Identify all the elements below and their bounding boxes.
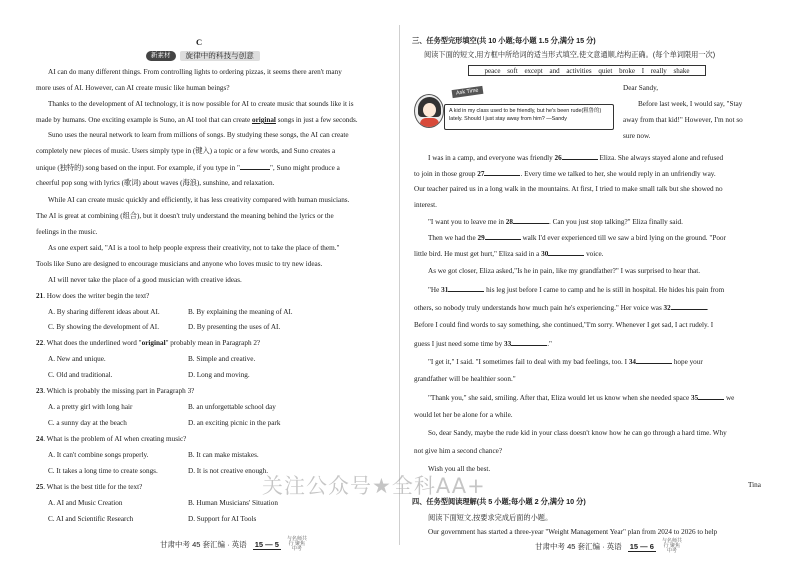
- para6-line1: AI will never take the place of a good musician with creative ideas.: [48, 276, 242, 284]
- para5-line2: Tools like Suno are designed to encourage musicians and anyone who loves music to try new ideas.: [36, 260, 323, 268]
- q25-option-a[interactable]: A. AI and Music Creation: [48, 499, 123, 507]
- para4-line1: While AI can create music quickly and efficiently, it has less creativity compared with human musicians.: [48, 196, 350, 204]
- ask-time-question: A kid in my class used to be friendly, but he's been rude(粗鲁的) lately. Should I just stay away from him? —Sandy: [444, 104, 614, 130]
- q22-option-a[interactable]: A. New and unique.: [48, 355, 106, 363]
- section-letter: C: [196, 37, 203, 47]
- q21-option-d[interactable]: D. By presenting the uses of AI.: [188, 323, 281, 331]
- question-24: 24. What is the problem of AI when creating music?: [36, 435, 187, 443]
- footer-book-title: 甘肃中考 45 套汇编 · 英语: [160, 540, 247, 549]
- footer-book-title: 甘肃中考 45 套汇编 · 英语: [535, 542, 622, 551]
- para-alone: would let her be alone for a while.: [414, 411, 513, 419]
- para-chance: not give him a second chance?: [414, 447, 503, 455]
- blank-34[interactable]: [636, 357, 672, 364]
- footer-page-number: 15 — 5: [254, 539, 279, 549]
- blank-32[interactable]: [671, 303, 707, 310]
- q24-option-d[interactable]: D. It is not creative enough.: [188, 467, 269, 475]
- blank-line-29: Then we had the 29 walk I'd ever experienced till we saw a bird lying on the ground. "Poor: [428, 234, 726, 242]
- letter-line1: Before last week, I would say, "Stay: [638, 100, 743, 108]
- para2-line1: Thanks to the development of AI technology, it is now possible for AI to create music that sounds like it is: [48, 100, 354, 108]
- letter-line2: away from that kid!" However, I'm not so: [623, 116, 743, 124]
- blank-35[interactable]: [698, 393, 724, 400]
- para4-line3: feelings in the music.: [36, 228, 98, 236]
- tag-title: 旋律中的科技与创意: [180, 51, 260, 61]
- q23-option-c[interactable]: C. a sunny day at the beach: [48, 419, 127, 427]
- letter-greeting: Dear Sandy,: [623, 84, 659, 92]
- footer-stamp-logo: 与名师共行 聚焦中考: [286, 536, 307, 552]
- q24-option-a[interactable]: A. It can't combine songs properly.: [48, 451, 149, 459]
- ask-time-box: [414, 88, 612, 133]
- blank-line-31: "He 31 his leg just before I came to camp and he is still in hospital. He hides his pain from: [428, 286, 725, 294]
- q23-option-d[interactable]: D. an exciting picnic in the park: [188, 419, 281, 427]
- para-grandfather: grandfather will be healthier soon.": [414, 375, 516, 383]
- question-23: 23. Which is probably the missing part in Paragraph 3?: [36, 387, 195, 395]
- blank-line-33: guess I just need some time by 33 .": [414, 340, 552, 348]
- q22-option-b[interactable]: B. Simple and creative.: [188, 355, 256, 363]
- blank-29[interactable]: [485, 233, 521, 240]
- para5-line1: As one expert said, "AI is a tool to help people express their creativity, not to take the place of them.": [48, 244, 340, 252]
- para-sandy: So, dear Sandy, maybe the rude kid in your class doesn't know how he can go through a hard time. Why: [428, 429, 727, 437]
- blank-line-26: I was in a camp, and everyone was friendly 26 Eliza. She always stayed alone and refused: [428, 154, 724, 162]
- para3-line3: unique (独特的) song based on the input. For example, if you type in " ", Suno might produce a: [36, 164, 340, 172]
- q22-option-c[interactable]: C. Old and traditional.: [48, 371, 113, 379]
- tag-badge: 新素材: [146, 51, 176, 61]
- footer-page-number: 15 — 6: [629, 541, 654, 551]
- section4-title: 四、任务型阅读理解(共 5 小题;每小题 2 分,满分 10 分): [412, 497, 586, 506]
- q24-option-b[interactable]: B. It can make mistakes.: [188, 451, 259, 459]
- blank-27[interactable]: [484, 169, 520, 176]
- para-walk: Our teacher paired us in a long walk in the mountains. At first, I tried to make small talk but she showed no: [414, 185, 723, 193]
- para1-line1: AI can do many different things. From controlling lights to ordering pizzas, it seems there aren't many: [48, 68, 342, 76]
- para3-line4: cheerful pop song with lyrics (歌词) about waves (海浪), sunshine, and relaxation.: [36, 179, 275, 187]
- q23-option-a[interactable]: A. a pretty girl with long hair: [48, 403, 133, 411]
- section4-instructions: 阅读下面短文,按要求完成后面的小题。: [428, 513, 553, 522]
- blank-missing-part: [240, 163, 270, 170]
- section4-first-line: Our government has started a three-year "Weight Management Year" plan from 2024 to 2026 to help: [428, 528, 718, 536]
- question-22: 22. What does the underlined word "original" probably mean in Paragraph 2?: [36, 339, 261, 347]
- para2-line2: made by humans. One exciting example is Suno, an AI tool that can create original songs in just a few seconds.: [36, 116, 358, 124]
- blank-line-35: "Thank you," she said, smiling. After that, Eliza would let us know when she needed space 35 we: [428, 394, 735, 402]
- blank-28[interactable]: [513, 217, 549, 224]
- q21-option-b[interactable]: B. By explaining the meaning of AI.: [188, 308, 293, 316]
- blank-line-32: others, so nobody truly understands how much pain he's experiencing." Her voice was 32 .: [414, 304, 709, 312]
- question-21: 21. How does the writer begin the text?: [36, 292, 150, 300]
- para1-line2: more uses of AI. However, can AI create music like human beings?: [36, 84, 230, 92]
- para-interest: interest.: [414, 201, 437, 209]
- girl-avatar-icon: [414, 94, 444, 128]
- left-footer: [160, 537, 307, 552]
- q21-option-c[interactable]: C. By showing the development of AI.: [48, 323, 159, 331]
- word-box: peace soft except and activities quiet broke I really shake: [468, 65, 706, 76]
- right-footer: [535, 539, 682, 554]
- letter-closing: Wish you all the best.: [428, 465, 491, 473]
- q22-option-d[interactable]: D. Long and moving.: [188, 371, 250, 379]
- q25-option-b[interactable]: B. Human Musicians' Situation: [188, 499, 278, 507]
- blank-33[interactable]: [511, 339, 547, 346]
- question-25: 25. What is the best title for the text?: [36, 483, 143, 491]
- para-sorry: Before I could find words to say something, she continued,"I'm sorry. Whenever I get sad, I act rudely. I: [414, 321, 714, 329]
- section3-instructions: 阅读下面的短文,用方框中所给词的适当形式填空,使文意通顺,结构正确。(每个单词限用一次): [424, 50, 716, 59]
- blank-line-27: to join in those group 27 . Every time we talked to her, she would reply in an unfriendly way.: [414, 170, 716, 178]
- blank-line-28: "I want you to leave me in 28 . Can you just stop talking?" Eliza finally said.: [428, 218, 683, 226]
- q23-option-b[interactable]: B. an unforgettable school day: [188, 403, 276, 411]
- para4-line2: The AI is great at combining (组合), but it doesn't truly understand the meaning behind the lyrics or the: [36, 212, 334, 220]
- underlined-original: original: [251, 116, 276, 124]
- passage-tag: [146, 50, 260, 61]
- ask-time-label: Ask Time: [452, 86, 483, 98]
- q25-option-c[interactable]: C. AI and Scientific Research: [48, 515, 134, 523]
- para3-line2: completely new pieces of music. Users simply type in (键入) a topic or a few words, and Suno creates a: [36, 147, 336, 155]
- q25-option-d[interactable]: D. Support for AI Tools: [188, 515, 257, 523]
- blank-line-30: little bird. He must get hurt," Eliza said in a 30 voice.: [414, 250, 604, 258]
- blank-31[interactable]: [448, 285, 484, 292]
- section3-title: 三、任务型完形填空(共 10 小题;每小题 1.5 分,满分 15 分): [412, 36, 596, 45]
- footer-stamp-logo: 与名师共行 聚焦中考: [661, 538, 682, 554]
- q24-option-c[interactable]: C. It takes a long time to create songs.: [48, 467, 158, 475]
- blank-26[interactable]: [562, 153, 598, 160]
- para3-line1: Suno uses the neural network to learn from millions of songs. By studying these songs, the AI can create: [48, 131, 349, 139]
- q21-option-a[interactable]: A. By sharing different ideas about AI.: [48, 308, 160, 316]
- watermark-text: 关注公众号★全科AA+: [262, 474, 486, 498]
- blank-30[interactable]: [548, 249, 584, 256]
- letter-signature: Tina: [748, 481, 761, 489]
- letter-line3: sure now.: [623, 132, 651, 140]
- blank-line-34: "I get it," I said. "I sometimes fail to deal with my bad feelings, too. I 34 hope your: [428, 358, 703, 366]
- para-closer: As we got closer, Eliza asked,"Is he in pain, like my grandfather?" I was surprised to hear that.: [428, 267, 701, 275]
- column-divider: [399, 25, 400, 545]
